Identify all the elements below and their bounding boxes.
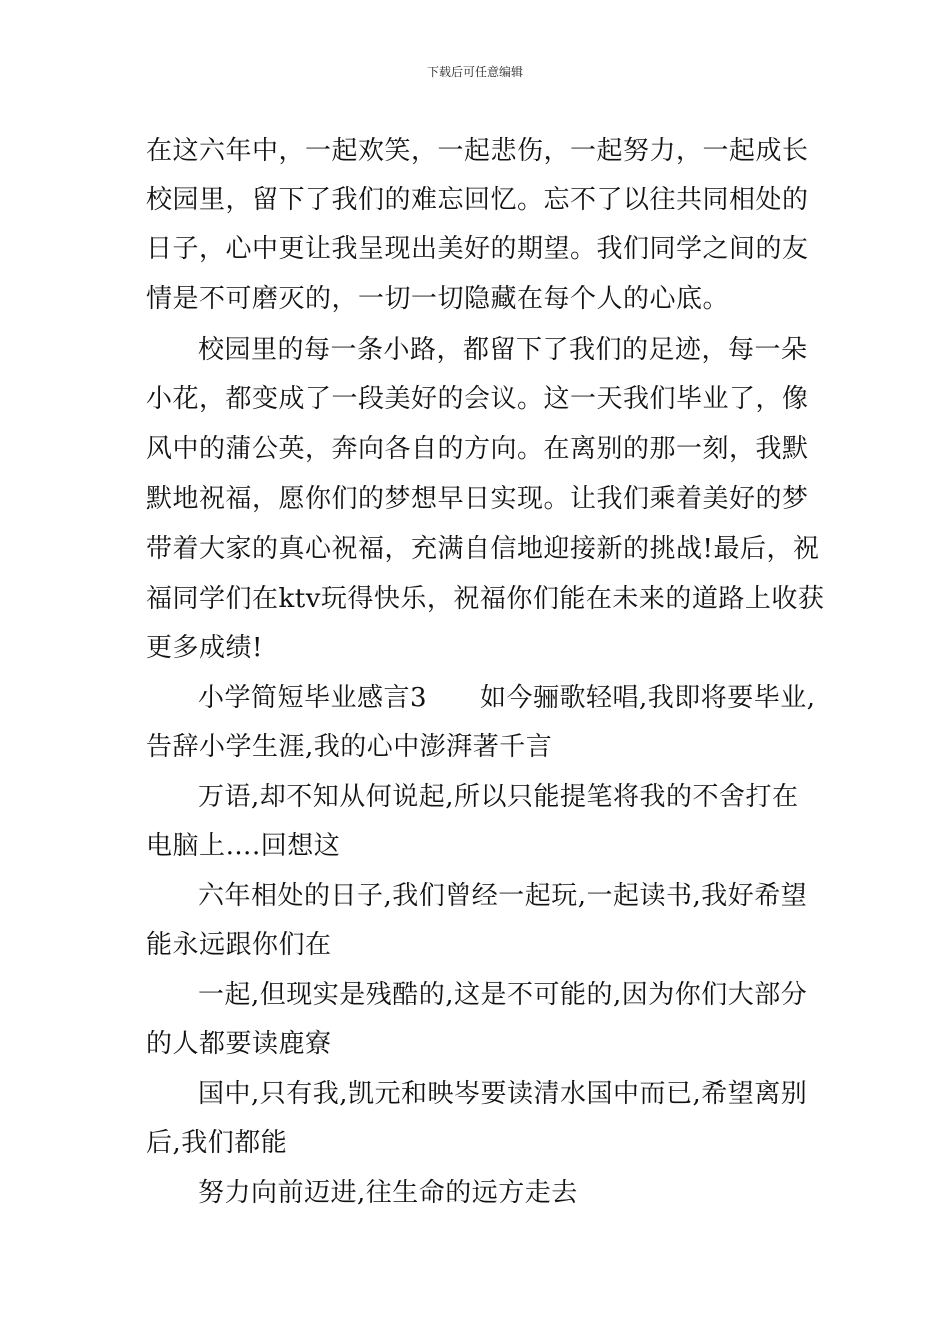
page-header: 下载后可任意编辑 <box>426 65 523 79</box>
text-line: 在这六年中，一起欢笑，一起悲伤，一起努力，一起成长 <box>146 136 809 166</box>
text-line: 带着大家的真心祝福，充满自信地迎接新的挑战!最后，祝 <box>146 534 820 564</box>
text-line: 默地祝福，愿你们的梦想早日实现。让我们乘着美好的梦 <box>146 484 809 514</box>
text-line: 一起,但现实是残酷的,这是不可能的,因为你们大部分 <box>198 980 808 1010</box>
text-line: 风中的蒲公英，奔向各自的方向。在离别的那一刻，我默 <box>146 434 809 464</box>
text-line: 小花，都变成了一段美好的会议。这一天我们毕业了，像 <box>146 384 809 414</box>
text-line: 情是不可磨灭的，一切一切隐藏在每个人的心底。 <box>146 284 730 314</box>
text-line: 小学简短毕业感言3 如今骊歌轻唱,我即将要毕业, <box>198 683 816 713</box>
text-line: 告辞小学生涯,我的心中澎湃著千言 <box>146 732 553 762</box>
text-line: 日子，心中更让我呈现出美好的期望。我们同学之间的友 <box>146 234 809 264</box>
text-line: 电脑上….回想这 <box>146 831 341 861</box>
text-line: 校园里，留下了我们的难忘回忆。忘不了以往共同相处的 <box>146 185 809 215</box>
text-line: 能永远跟你们在 <box>146 930 332 960</box>
text-line: 福同学们在ktv玩得快乐，祝福你们能在未来的道路上收获 <box>146 584 825 614</box>
text-line: 六年相处的日子,我们曾经一起玩,一起读书,我好希望 <box>198 881 808 911</box>
text-line: 校园里的每一条小路，都留下了我们的足迹，每一朵 <box>198 335 808 365</box>
text-line: 国中,只有我,凯元和映岑要读清水国中而已,希望离别 <box>198 1079 808 1109</box>
text-line: 万语,却不知从何说起,所以只能提笔将我的不舍打在 <box>198 782 799 812</box>
text-line: 后,我们都能 <box>146 1128 288 1158</box>
text-line: 的人都要读鹿寮 <box>146 1029 332 1059</box>
text-line: 努力向前迈进,往生命的远方走去 <box>198 1178 578 1208</box>
text-line: 更多成绩! <box>146 633 263 663</box>
